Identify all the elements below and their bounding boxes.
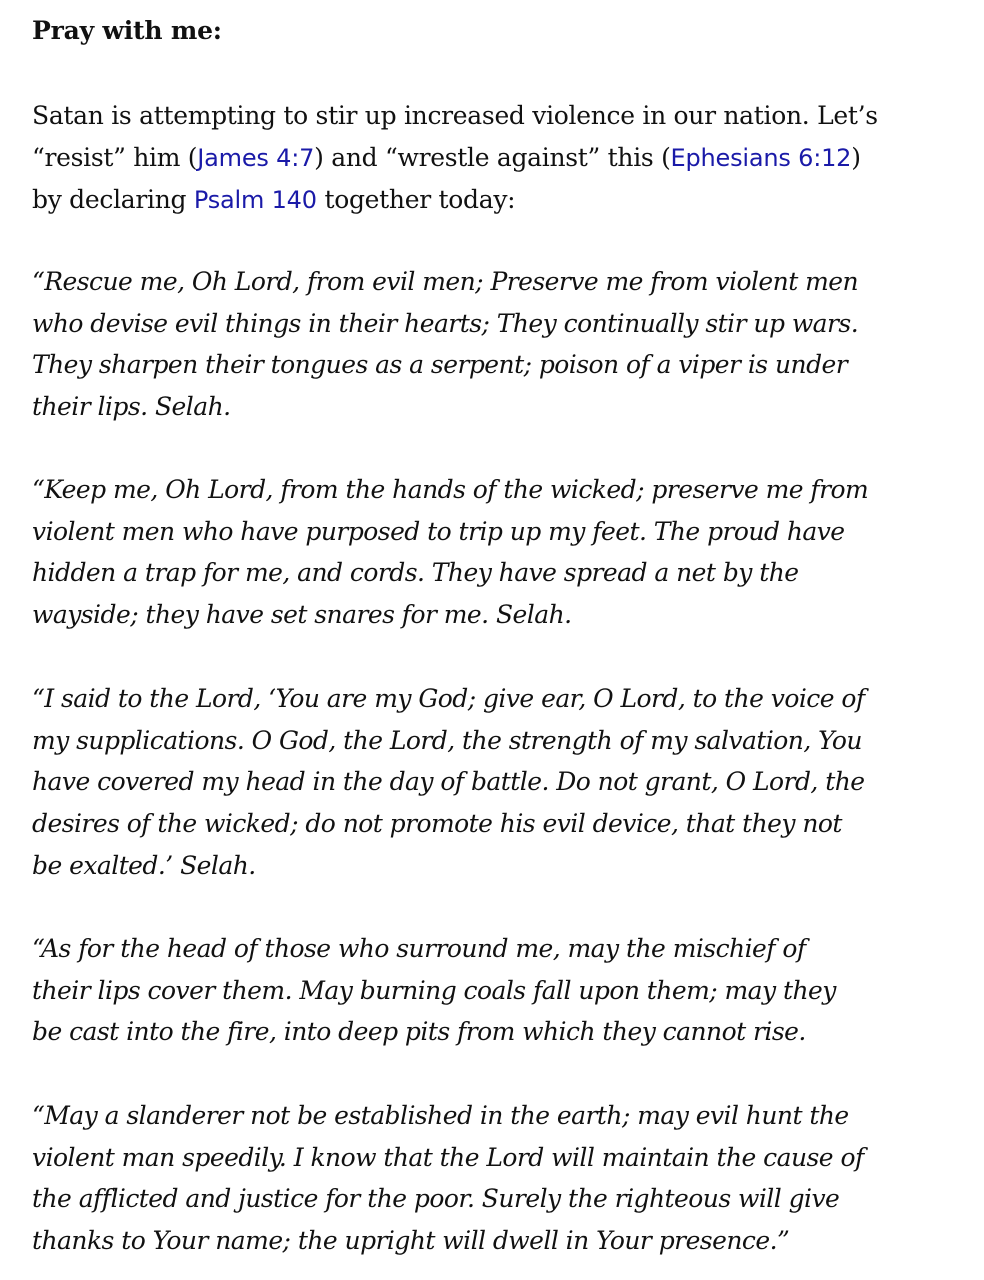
scripture-line: have covered my head in the day of battle. Do not grant, O Lord, the [32,767,865,797]
scripture-paragraph [32,1095,972,1262]
scripture-line: be cast into the fire, into deep pits from which they cannot rise. [32,1017,806,1047]
scripture-line: desires of the wicked; do not promote his evil device, that they not [32,809,842,839]
james-4-7-link[interactable]: James 4:7 [197,144,315,172]
scripture-line: thanks to Your name; the upright will dwell in Your presence.” [32,1226,790,1256]
intro-text: together today: [316,185,516,214]
scripture-line: wayside; they have set snares for me. Selah. [32,600,572,630]
intro-text: “resist” him ( [32,143,198,172]
scripture-line: hidden a trap for me, and cords. They have spread a net by the [32,558,799,588]
intro-text: ) [851,143,861,172]
scripture-line: the afflicted and justice for the poor. Surely the righteous will give [32,1184,840,1214]
scripture-line: “May a slanderer not be established in the earth; may evil hunt the [32,1101,849,1130]
prayer-heading: Pray with me: [32,16,222,45]
intro-text: by declaring [32,185,194,214]
scripture-line: violent men who have purposed to trip up my feet. The proud have [32,516,845,546]
scripture-line: who devise evil things in their hearts; They continually stir up wars. [32,308,859,338]
intro-text: ) and “wrestle against” this ( [314,143,671,172]
scripture-line: They sharpen their tongues as a serpent; poison of a viper is under [32,350,848,380]
scripture-line: their lips. Selah. [32,392,231,422]
scripture-line: “Keep me, Oh Lord, from the hands of the wicked; preserve me from [32,475,869,504]
scripture-line: “I said to the Lord, ‘You are my God; give ear, O Lord, to the voice of [32,684,865,713]
scripture-line: my supplications. O God, the Lord, the strength of my salvation, You [32,725,862,755]
scripture-line: violent man speedily. I know that the Lord will maintain the cause of [32,1142,864,1172]
intro-line [32,137,972,179]
scripture-paragraph [32,928,972,1053]
scripture-line: be exalted.’ Selah. [32,850,256,880]
intro-line [32,179,972,221]
scripture-line: “As for the head of those who surround me, may the mischief of [32,934,806,963]
scripture-paragraph [32,678,972,887]
psalm-140-link[interactable]: Psalm 140 [193,186,317,214]
intro-line: Satan is attempting to stir up increased violence in our nation. Let’s [32,101,878,130]
intro-paragraph [32,95,972,221]
scripture-line: their lips cover them. May burning coals fall upon them; may they [32,975,836,1005]
scripture-line: “Rescue me, Oh Lord, from evil men; Preserve me from violent men [32,267,859,296]
ephesians-6-12-link[interactable]: Ephesians 6:12 [670,144,852,172]
scripture-paragraph [32,261,972,428]
scripture-paragraph [32,469,972,636]
